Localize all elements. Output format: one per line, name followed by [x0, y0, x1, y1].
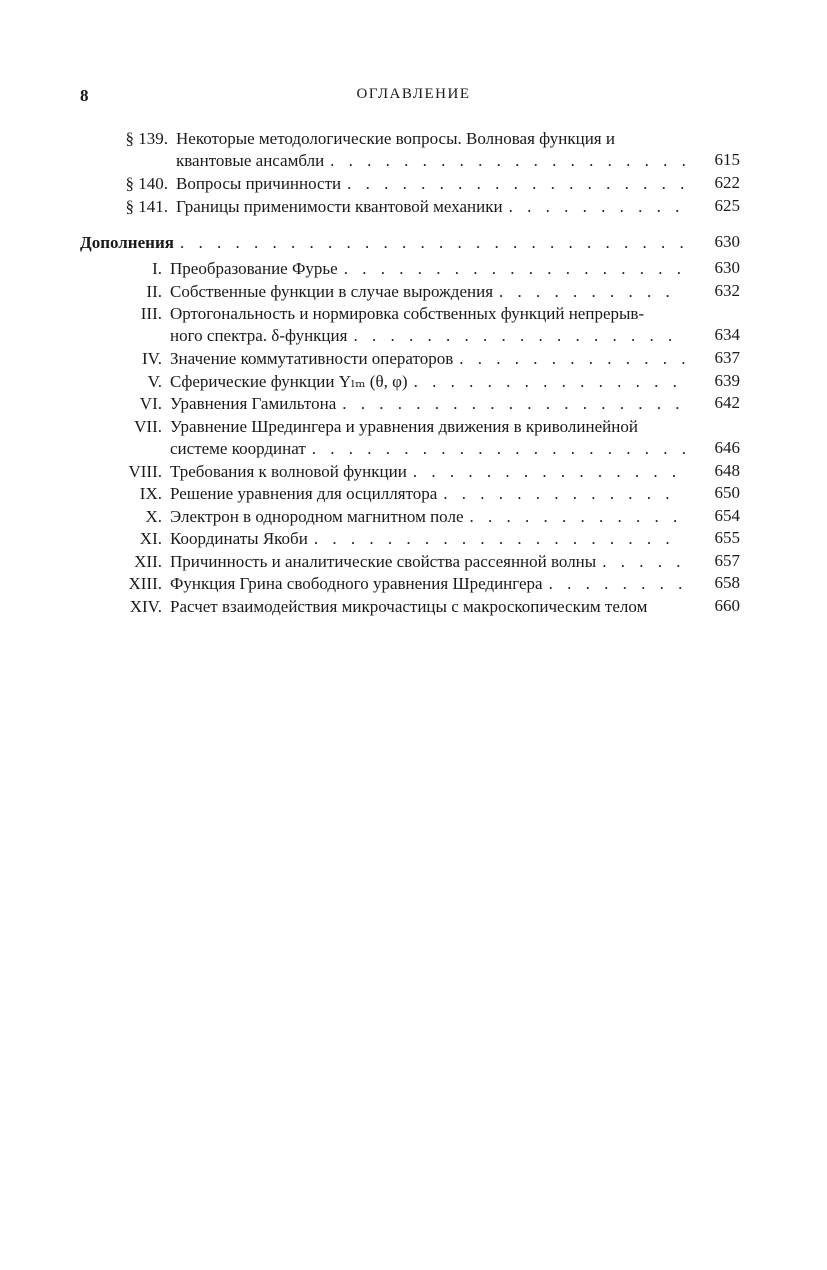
appendix-number: III.: [140, 304, 162, 323]
entry-title-line: Ортогональность и нормировка собственных функций непрерыв-: [170, 304, 645, 323]
page-ref: 639: [714, 371, 740, 390]
entry-title-line: Вопросы причинности: [176, 174, 342, 193]
leader-dots: [443, 483, 685, 505]
entry-title-line: Решение уравнения для осциллятора: [170, 484, 438, 503]
appendix-number: XIII.: [128, 574, 162, 593]
appendix-number: VIII.: [128, 462, 162, 481]
entry-title-line: Собственные функции в случае вырождения: [170, 282, 494, 301]
entry-title-line: Электрон в однородном магнитном поле: [170, 507, 464, 526]
appendix-number: VI.: [139, 394, 162, 413]
page-ref: 630: [714, 232, 740, 251]
entry-title-line: Координаты Якоби: [170, 529, 308, 548]
page-ref: 655: [714, 528, 740, 547]
appendix-number: XIV.: [129, 597, 162, 616]
leader-dots: [459, 348, 685, 370]
page-ref: 648: [714, 461, 740, 480]
leader-dots: [353, 325, 685, 347]
appendix-number: IV.: [142, 349, 162, 368]
leader-dots: [509, 196, 685, 218]
entry-title-line: Сферические функции Yₗₘ (θ, φ): [170, 372, 408, 391]
appendix-number: XII.: [134, 552, 162, 571]
leader-dots: [470, 506, 686, 528]
section-number: § 139.: [125, 129, 168, 148]
entry-title-line: системе координат: [170, 439, 306, 458]
entry-title-line: Уравнение Шредингера и уравнения движения в криволинейной: [170, 417, 638, 436]
entry-title-line: Требования к волновой функции: [170, 462, 407, 481]
leader-dots: [330, 150, 685, 172]
page-ref: 642: [714, 393, 740, 412]
entry-title-line: Некоторые методологические вопросы. Волновая функция и: [176, 129, 615, 148]
entry-title-line: ного спектра. δ-функция: [170, 326, 348, 345]
entry-title-line: Функция Грина свободного уравнения Шредингера: [170, 574, 543, 593]
leader-dots: [312, 438, 685, 460]
entry-title-line: Значение коммутативности операторов: [170, 349, 454, 368]
page-number: 8: [80, 86, 89, 105]
appendix-number: XI.: [139, 529, 162, 548]
page-ref: 646: [714, 438, 740, 457]
entry-title-line: Границы применимости квантовой механики: [176, 197, 503, 216]
section-number: § 140.: [125, 174, 168, 193]
entry-title-line: Расчет взаимодействия микрочастицы с макроскопическим телом: [170, 597, 648, 616]
leader-dots: [499, 281, 685, 303]
entry-title-line: Преобразование Фурье: [170, 259, 338, 278]
appendix-number: VII.: [134, 417, 162, 436]
page-ref: 622: [714, 173, 740, 192]
leader-dots: [413, 461, 685, 483]
page-ref: 615: [714, 150, 740, 169]
running-title: ОГЛАВЛЕНИЕ: [356, 86, 471, 102]
appendix-title: Дополнения: [80, 233, 174, 252]
leader-dots: [347, 173, 685, 195]
leader-dots: [414, 371, 685, 393]
leader-dots: [602, 551, 685, 573]
leader-dots: [549, 573, 685, 595]
page-ref: 632: [714, 281, 740, 300]
page-ref: 657: [714, 551, 740, 570]
page-ref: 650: [714, 483, 740, 502]
leader-dots: [314, 528, 685, 550]
leader-dots: [180, 232, 685, 254]
section-number: § 141.: [125, 197, 168, 216]
appendix-number: II.: [146, 282, 162, 301]
page-ref: 658: [714, 573, 740, 592]
page-ref: 625: [714, 196, 740, 215]
appendix-number: IX.: [139, 484, 162, 503]
page-ref: 654: [714, 506, 740, 525]
appendix-number: I.: [152, 259, 162, 278]
page-ref: 637: [714, 348, 740, 367]
appendix-number: X.: [145, 507, 162, 526]
appendix-number: V.: [147, 372, 162, 391]
leader-dots: [342, 393, 685, 415]
leader-dots: [344, 258, 685, 280]
page-ref: 660: [714, 596, 740, 615]
entry-title-line: квантовые ансамбли: [176, 151, 325, 170]
entry-title-line: Уравнения Гамильтона: [170, 394, 337, 413]
entry-title-line: Причинность и аналитические свойства рассеянной волны: [170, 552, 597, 571]
page-ref: 634: [714, 325, 740, 344]
page-ref: 630: [714, 258, 740, 277]
